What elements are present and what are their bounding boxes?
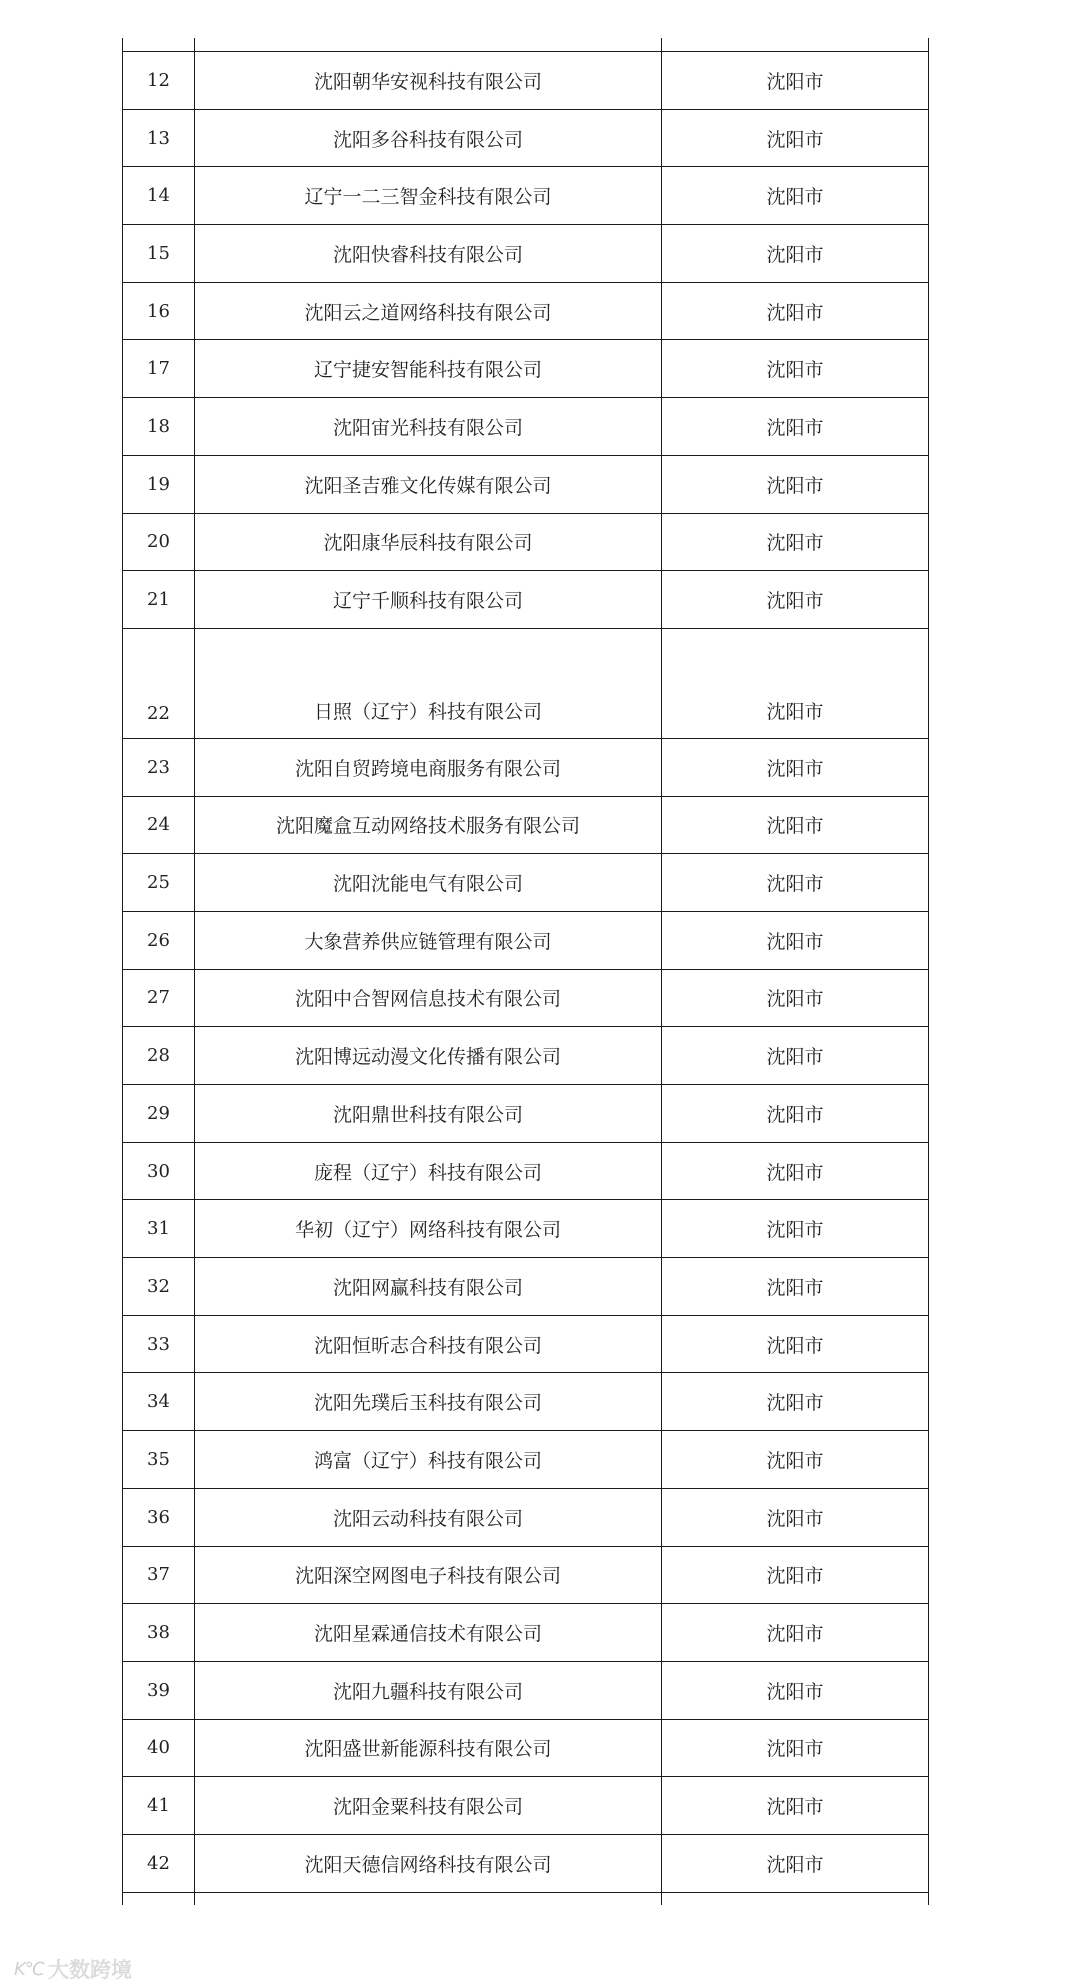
table-row [123,1661,929,1719]
row-number-cell: 19 [123,455,195,513]
watermark-logo-icon: K℃ [14,1958,45,1980]
table-row [123,911,929,969]
row-number-cell: 25 [123,854,195,912]
company-name-cell: 沈阳博远动漫文化传播有限公司 [195,1027,662,1085]
company-name-cell: 沈阳多谷科技有限公司 [195,109,662,167]
city-cell: 沈阳市 [662,1085,929,1143]
table-row [123,398,929,456]
company-name-cell: 沈阳金粟科技有限公司 [195,1777,662,1835]
row-number-cell: 20 [123,513,195,571]
table-row [123,340,929,398]
city-cell: 沈阳市 [662,854,929,912]
table-row [123,1546,929,1604]
city-cell: 沈阳市 [662,1604,929,1662]
city-cell: 沈阳市 [662,1661,929,1719]
company-name-cell: 沈阳圣吉雅文化传媒有限公司 [195,455,662,513]
table-body [123,38,929,1905]
row-number-cell: 39 [123,1661,195,1719]
table-row [123,969,929,1027]
city-cell: 沈阳市 [662,738,929,796]
row-number-cell: 13 [123,109,195,167]
watermark-text: 大数跨境 [48,1958,133,1982]
table-row [123,1834,929,1892]
city-cell: 沈阳市 [662,1719,929,1777]
row-number-cell: 38 [123,1604,195,1662]
table-row [123,282,929,340]
row-number-cell: 12 [123,52,195,110]
table-row [123,52,929,110]
table-row [123,455,929,513]
table-row [123,571,929,629]
company-name-cell: 沈阳先璞后玉科技有限公司 [195,1373,662,1431]
row-number-cell: 36 [123,1488,195,1546]
table-row [123,1777,929,1835]
company-name-cell: 辽宁千顺科技有限公司 [195,571,662,629]
row-number-cell: 17 [123,340,195,398]
row-number-cell: 30 [123,1142,195,1200]
table-row [123,1431,929,1489]
row-number-cell: 26 [123,911,195,969]
row-number-cell: 33 [123,1315,195,1373]
city-cell: 沈阳市 [662,455,929,513]
row-number-cell: 34 [123,1373,195,1431]
company-name-cell: 沈阳沈能电气有限公司 [195,854,662,912]
company-name-cell: 沈阳自贸跨境电商服务有限公司 [195,738,662,796]
row-number-cell: 15 [123,225,195,283]
company-name-cell: 沈阳九疆科技有限公司 [195,1661,662,1719]
city-cell: 沈阳市 [662,225,929,283]
company-name-cell: 鸿富（辽宁）科技有限公司 [195,1431,662,1489]
city-cell: 沈阳市 [662,1373,929,1431]
city-cell: 沈阳市 [662,969,929,1027]
company-name-cell: 沈阳星霖通信技术有限公司 [195,1604,662,1662]
table-row [123,1142,929,1200]
company-name-cell: 辽宁一二三智金科技有限公司 [195,167,662,225]
city-cell: 沈阳市 [662,1777,929,1835]
row-number-cell: 24 [123,796,195,854]
table-row [123,1604,929,1662]
row-number-cell: 22 [123,628,195,738]
table-row [123,1719,929,1777]
table-row [123,167,929,225]
company-name-cell: 沈阳魔盒互动网络技术服务有限公司 [195,796,662,854]
row-number-cell: 35 [123,1431,195,1489]
row-number-cell: 18 [123,398,195,456]
city-cell: 沈阳市 [662,513,929,571]
city-cell: 沈阳市 [662,628,929,738]
company-name-cell: 沈阳宙光科技有限公司 [195,398,662,456]
table-row [123,854,929,912]
company-name-cell: 沈阳朝华安视科技有限公司 [195,52,662,110]
city-cell: 沈阳市 [662,1431,929,1489]
table-row [123,1027,929,1085]
company-name-cell: 庞程（辽宁）科技有限公司 [195,1142,662,1200]
row-number-cell: 29 [123,1085,195,1143]
table-row [123,513,929,571]
city-cell: 沈阳市 [662,109,929,167]
row-number-cell: 21 [123,571,195,629]
table-row [123,1085,929,1143]
city-cell: 沈阳市 [662,340,929,398]
watermark [14,1954,132,1984]
city-cell: 沈阳市 [662,1258,929,1316]
city-cell: 沈阳市 [662,1142,929,1200]
city-cell: 沈阳市 [662,167,929,225]
table-row [123,1315,929,1373]
company-name-cell: 沈阳中合智网信息技术有限公司 [195,969,662,1027]
company-name-cell: 沈阳网赢科技有限公司 [195,1258,662,1316]
company-name-cell: 沈阳深空网图电子科技有限公司 [195,1546,662,1604]
city-cell: 沈阳市 [662,1834,929,1892]
row-number-cell: 14 [123,167,195,225]
table-row [123,109,929,167]
city-cell: 沈阳市 [662,282,929,340]
city-cell: 沈阳市 [662,1488,929,1546]
company-name-cell: 沈阳盛世新能源科技有限公司 [195,1719,662,1777]
city-cell: 沈阳市 [662,1546,929,1604]
company-name-cell: 沈阳恒昕志合科技有限公司 [195,1315,662,1373]
table-row [123,1488,929,1546]
company-name-cell: 大象营养供应链管理有限公司 [195,911,662,969]
city-cell: 沈阳市 [662,52,929,110]
city-cell: 沈阳市 [662,1027,929,1085]
table-top-stub-row [123,38,929,52]
row-number-cell: 27 [123,969,195,1027]
company-name-cell: 沈阳云之道网络科技有限公司 [195,282,662,340]
city-cell: 沈阳市 [662,911,929,969]
city-cell: 沈阳市 [662,571,929,629]
table-row [123,225,929,283]
table-row [123,1200,929,1258]
company-name-cell: 日照（辽宁）科技有限公司 [195,628,662,738]
row-number-cell: 37 [123,1546,195,1604]
row-number-cell: 40 [123,1719,195,1777]
company-name-cell: 沈阳云动科技有限公司 [195,1488,662,1546]
company-name-cell: 沈阳康华辰科技有限公司 [195,513,662,571]
row-number-cell: 28 [123,1027,195,1085]
company-name-cell: 辽宁捷安智能科技有限公司 [195,340,662,398]
city-cell: 沈阳市 [662,1315,929,1373]
row-number-cell: 42 [123,1834,195,1892]
company-list-table [122,38,929,1905]
company-name-cell: 华初（辽宁）网络科技有限公司 [195,1200,662,1258]
table-bottom-stub-row [123,1892,929,1905]
table-row [123,1258,929,1316]
city-cell: 沈阳市 [662,1200,929,1258]
row-number-cell: 16 [123,282,195,340]
city-cell: 沈阳市 [662,398,929,456]
table-row [123,628,929,738]
table-row [123,796,929,854]
row-number-cell: 23 [123,738,195,796]
company-name-cell: 沈阳快睿科技有限公司 [195,225,662,283]
row-number-cell: 41 [123,1777,195,1835]
table-row [123,1373,929,1431]
row-number-cell: 32 [123,1258,195,1316]
table-row [123,738,929,796]
row-number-cell: 31 [123,1200,195,1258]
company-name-cell: 沈阳鼎世科技有限公司 [195,1085,662,1143]
company-name-cell: 沈阳天德信网络科技有限公司 [195,1834,662,1892]
city-cell: 沈阳市 [662,796,929,854]
